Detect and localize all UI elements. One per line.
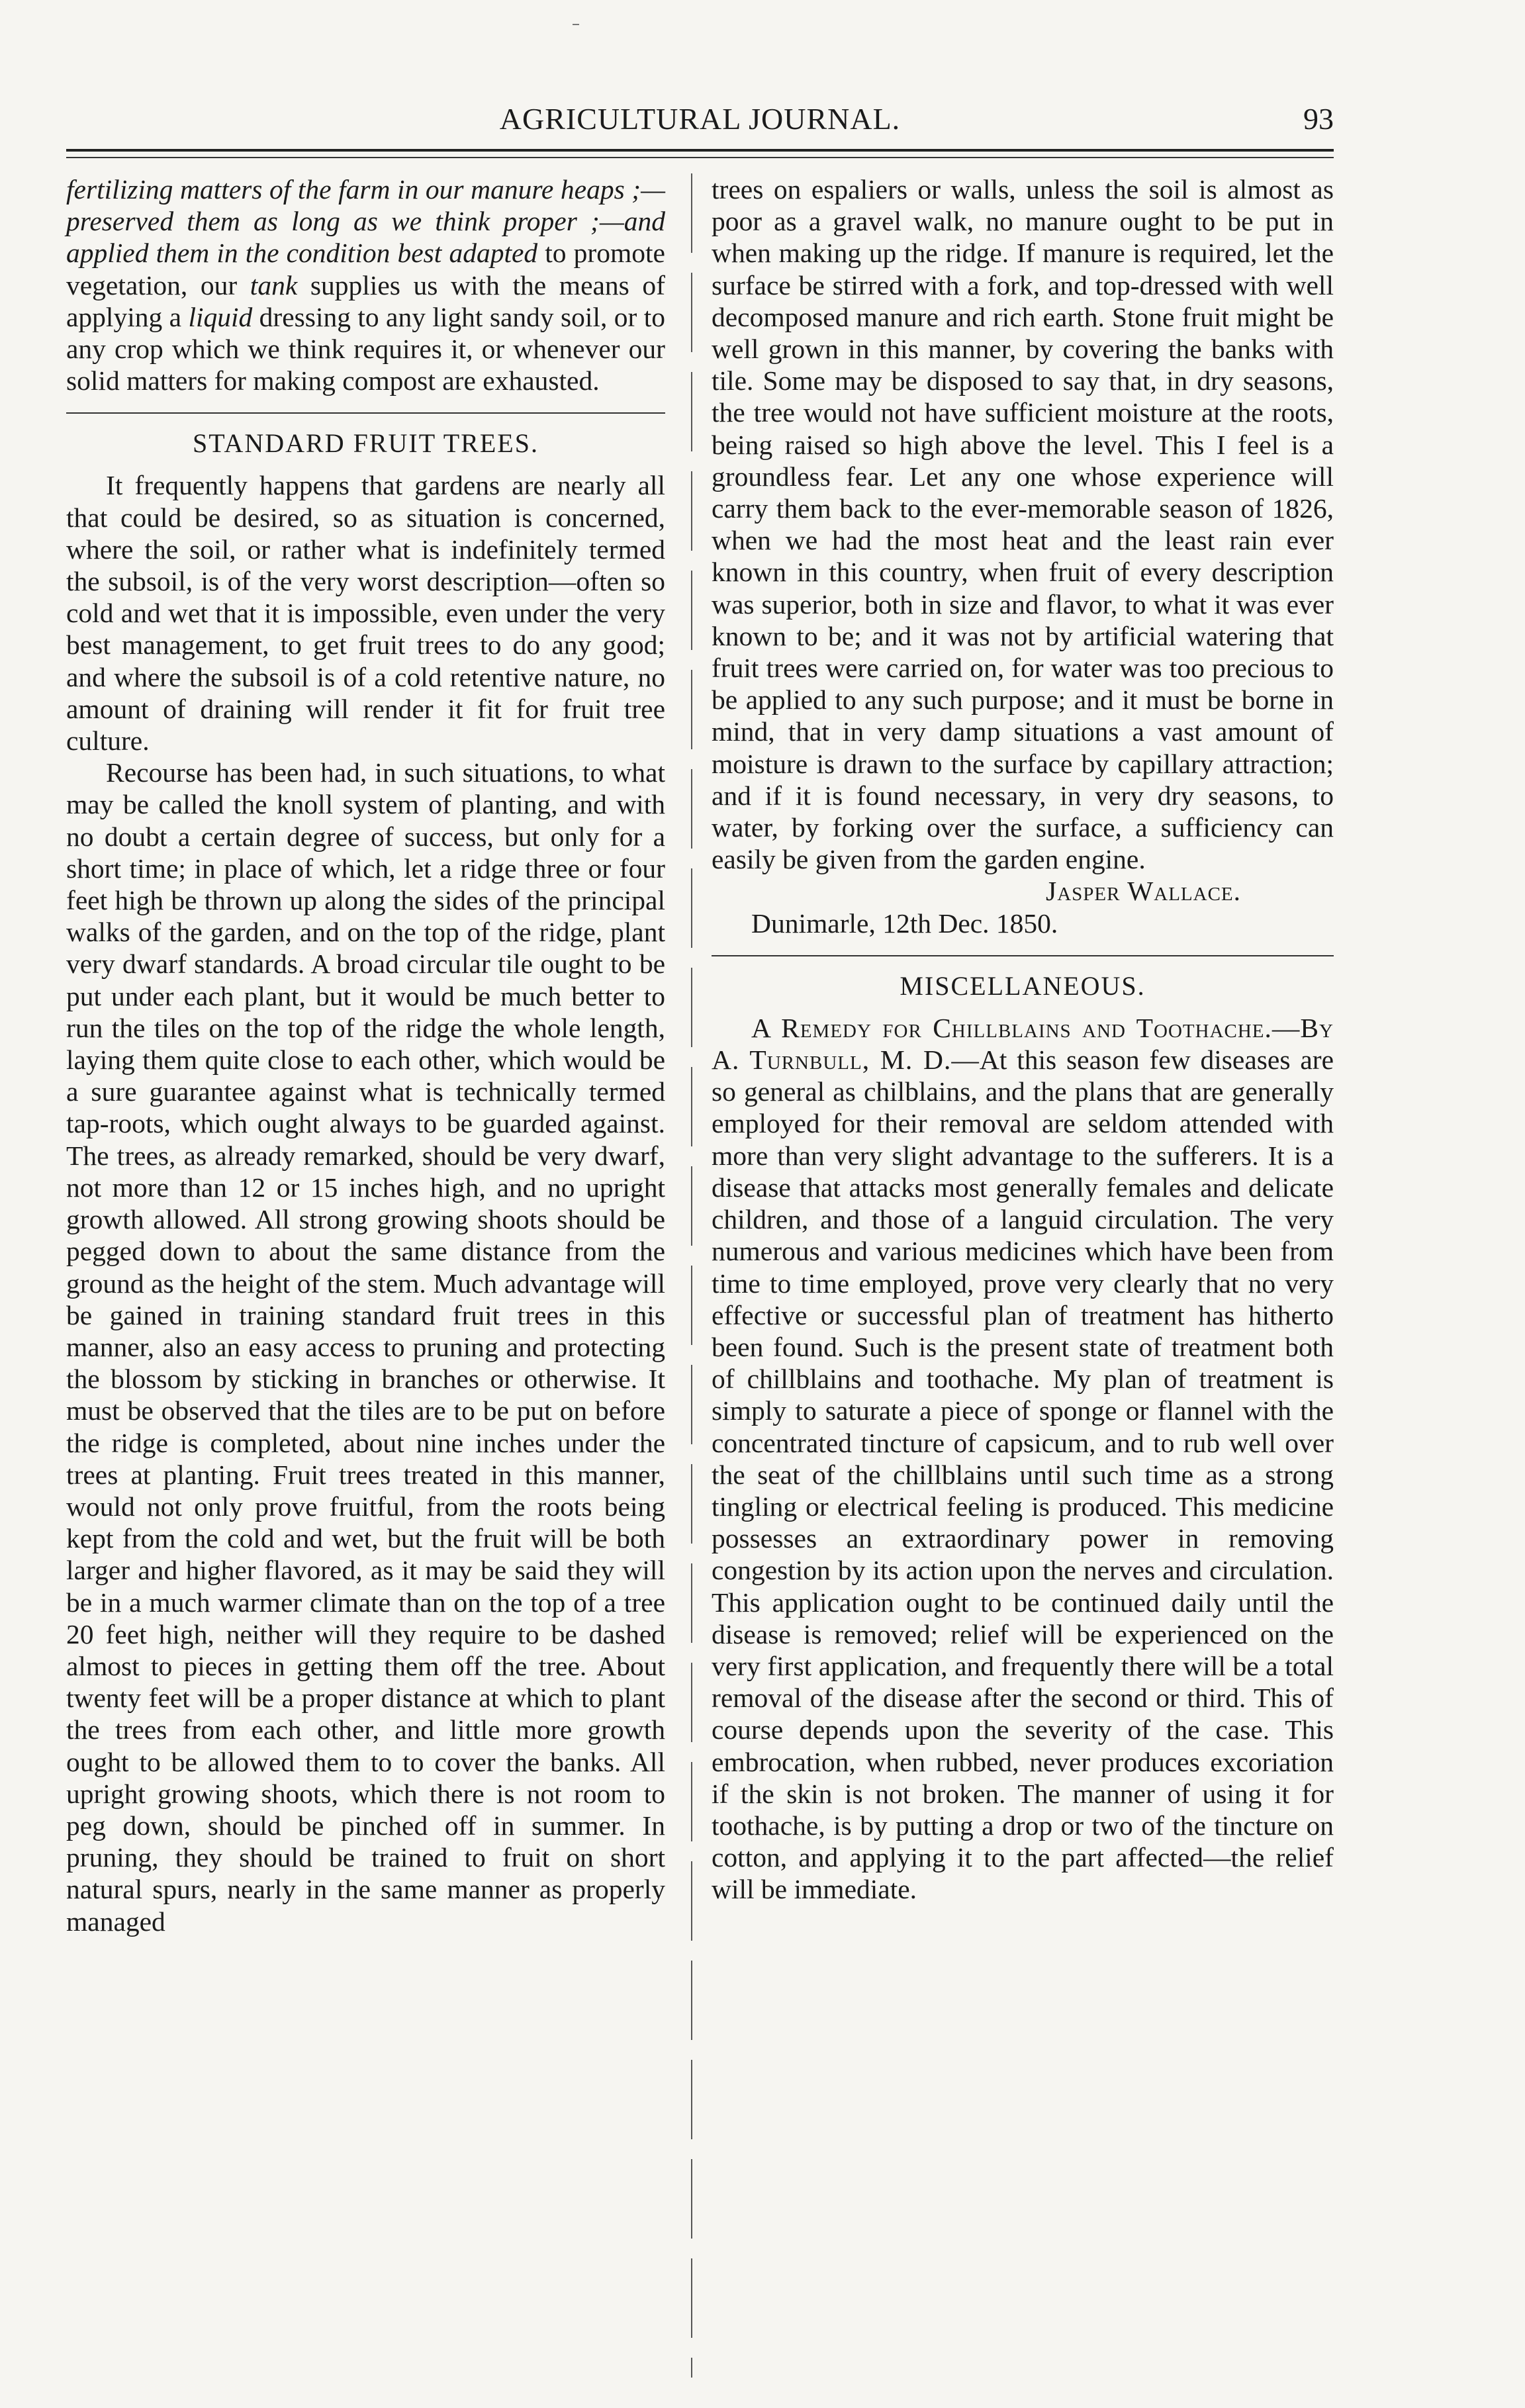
journal-title: AGRICULTURAL JOURNAL.	[499, 102, 901, 136]
carryover-italic: fertilizing matters of the farm in our manure heaps ;—preserved them as long as we think proper ;—and applied them in the condition best adapted	[66, 174, 665, 269]
carryover-text-c: dressing to any light sandy soil, or to any crop which we think requires it, or whenever our solid matters for making compost are exhausted.	[66, 301, 665, 396]
carryover-liquid: liquid	[188, 301, 253, 332]
left-column	[66, 173, 665, 2395]
column-divider	[691, 173, 692, 2378]
fruit-trees-continuation: trees on espaliers or walls, unless the soil is almost as poor as a gravel walk, no manure ought to be put in when making up the ridge. If manure is required, let the surface be stirred with a fork, and top-dressed with well decomposed manure and rich earth. Stone fruit might be well grown in this manner, by covering the banks with tile. Some may be disposed to say that, in dry seasons, the tree would not have sufficient moisture at the roots, being raised so high above the level. This I feel is a groundless fear. Let any one whose experience will carry them back to the ever-memorable season of 1826, when we had the most heat and the least rain ever known in this country, when fruit of every description was superior, both in size and flavor, to what it was ever known to be; and it was not by artificial watering that fruit trees were carried on, for water was too precious to be applied to any such purpose; and it must be borne in mind, that in very damp situations a vast amount of moisture is drawn to the surface by capillary attraction; and if it is found necessary, in very dry seasons, to water, by forking over the surface, a sufficiency can easily be given from the garden engine.	[712, 174, 1334, 875]
page-number: 93	[1303, 102, 1334, 136]
remedy-title: A Remedy for Chillblains and Toothache.—By A. Turnbull, M. D.—	[712, 1012, 1334, 1076]
header-rule-thick	[66, 149, 1334, 152]
standard-fruit-trees-heading: STANDARD FRUIT TREES.	[193, 428, 539, 459]
right-column	[712, 173, 1334, 2395]
carryover-text-b: supplies us with the means of applying a	[66, 269, 665, 332]
author-signature: Jasper Wallace.	[1046, 876, 1241, 907]
header-rule-thin	[66, 157, 1334, 158]
carryover-text-a: to promote vegetation, our	[66, 238, 665, 301]
fruit-trees-paragraph-1: It frequently happens that gardens are nearly all that could be desired, so as situation is concerned, where the soil, or rather what is indefinitely termed the subsoil, is of the very worst description—often so cold and wet that it is impossible, even under the very best management, to get fruit trees to do any good; and where the subsoil is of a cold retentive nature, no amount of draining will render it fit for fruit tree culture.	[66, 470, 665, 757]
fruit-trees-paragraph-2: Recourse has been had, in such situations, to what may be called the knoll system of planting, and with no doubt a certain degree of success, but only for a short time; in place of which, let a ridge three or four feet high be thrown up along the sides of the principal walks of the garden, and on the top of the ridge, plant very dwarf standards. A broad circular tile ought to be put under each plant, but it would be much better to run the tiles on the top of the ridge the whole length, laying them quite close to each other, which would be a sure guarantee against what is technically termed tap-roots, which ought always to be guarded against. The trees, as already remarked, should be very dwarf, not more than 12 or 15 inches high, and no upright growth allowed. All strong growing shoots should be pegged down to about the same distance from the ground as the height of the stem. Much advantage will be gained in training standard fruit trees in this manner, also an easy access to pruning and protecting the blossom by sticking in branches or otherwise. It must be observed that the tiles are to be put on before the ridge is completed, about nine inches under the trees at planting. Fruit trees treated in this manner, would not only prove fruitful, from the roots being kept from the cold and wet, but the fruit will be both larger and higher flavored, as it may be said they will be in a much warmer climate than on the top of a tree 20 feet high, neither will they require to be dashed almost to pieces in getting them off the tree. About twenty feet will be a proper distance at which to plant the trees from each other, and little more growth ought to be allowed them to to cover the banks. All upright growing shoots, which there is not room to peg down, should be pinched off in summer. In pruning, they should be trained to fruit on short natural spurs, nearly in the same manner as properly managed	[66, 757, 665, 1937]
section-divider	[66, 412, 665, 414]
remedy-text: At this season few diseases are so general as chilblains, and the plans that are generally employed for their removal are seldom attended with more than very slight advantage to the sufferers. It is a disease that attacks most generally females and delicate children, and those of a languid circulation. The very numerous and various medicines which have been from time to time employed, prove very clearly that no very effective or successful plan of treatment has hitherto been found. Such is the present state of treatment both of chillblains and toothache. My plan of treatment is simply to saturate a piece of sponge or flannel with the concentrated tincture of capsicum, and to rub well over the seat of the chillblains until such time as a strong tingling or electrical feeling is produced. This medicine possesses an extraordinary power in removing congestion by its action upon the nerves and circulation. This application ought to be continued daily until the disease is removed; relief will be experienced on the very first application, and frequently there will be a total removal of the disease after the second or third. This of course depends upon the severity of the case. This embrocation, when rubbed, never produces excoriation if the skin is not broken. The manner of using it for toothache, is by putting a drop or two of the tincture on cotton, and applying it to the part affected—the relief will be immediate.	[712, 1044, 1334, 1905]
carryover-paragraph	[66, 173, 665, 396]
remedy-paragraph	[712, 1012, 1334, 1906]
running-head	[66, 99, 1334, 146]
miscellaneous-heading: MISCELLANEOUS.	[900, 970, 1146, 1001]
carryover-tank: tank	[250, 269, 298, 301]
signature-place-date: Dunimarle, 12th Dec. 1850.	[751, 907, 1058, 939]
section-divider	[712, 955, 1334, 956]
top-tick-mark	[573, 24, 579, 25]
